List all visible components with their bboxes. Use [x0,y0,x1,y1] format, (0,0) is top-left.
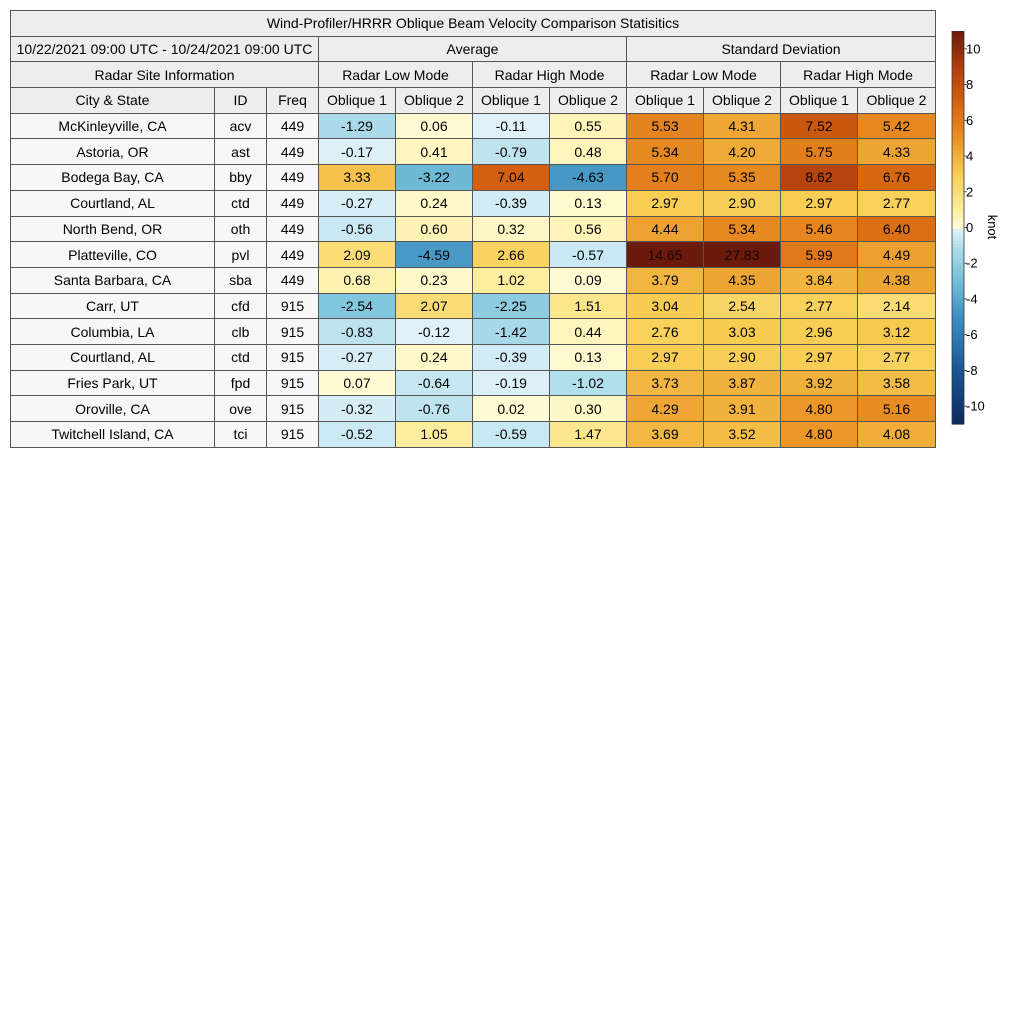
value-cell-std-low-oblique-2: 3.87 [704,370,781,396]
site-name-cell: Bodega Bay, CA [11,165,215,191]
value-cell-avg-high-oblique-1: -0.59 [473,422,550,448]
value-cell-avg-low-oblique-2: 0.23 [396,267,473,293]
value-cell-avg-high-oblique-1: 0.32 [473,216,550,242]
site-name-cell: Carr, UT [11,293,215,319]
site-id-cell: ove [215,396,267,422]
site-name-cell: Santa Barbara, CA [11,267,215,293]
value-cell-std-low-oblique-1: 3.69 [627,422,704,448]
group-std-header: Standard Deviation [627,36,936,62]
mode-header-std-high: Radar High Mode [781,62,936,88]
site-name-cell: North Bend, OR [11,216,215,242]
value-cell-avg-low-oblique-1: -0.17 [319,139,396,165]
mode-header-std-low: Radar Low Mode [627,62,781,88]
frequency-cell: 915 [267,396,319,422]
value-cell-std-high-oblique-2: 6.40 [858,216,936,242]
value-cell-std-low-oblique-2: 5.34 [704,216,781,242]
value-cell-avg-high-oblique-2: -0.57 [550,242,627,268]
value-cell-std-high-oblique-2: 2.77 [858,190,936,216]
value-cell-avg-low-oblique-1: 2.09 [319,242,396,268]
value-cell-avg-low-oblique-1: -0.27 [319,344,396,370]
value-cell-avg-high-oblique-2: 0.13 [550,344,627,370]
value-cell-std-high-oblique-1: 3.92 [781,370,858,396]
value-cell-std-high-oblique-2: 5.42 [858,113,936,139]
value-cell-avg-low-oblique-2: -4.59 [396,242,473,268]
frequency-cell: 915 [267,319,319,345]
value-cell-avg-low-oblique-2: -3.22 [396,165,473,191]
value-cell-std-high-oblique-2: 4.08 [858,422,936,448]
value-cell-std-low-oblique-2: 2.54 [704,293,781,319]
value-cell-std-high-oblique-2: 5.16 [858,396,936,422]
value-cell-std-low-oblique-2: 4.31 [704,113,781,139]
value-cell-avg-low-oblique-2: 0.24 [396,190,473,216]
value-cell-avg-low-oblique-1: -0.83 [319,319,396,345]
value-cell-avg-high-oblique-2: 0.30 [550,396,627,422]
value-cell-avg-high-oblique-1: -0.11 [473,113,550,139]
value-cell-avg-low-oblique-2: 0.06 [396,113,473,139]
value-cell-std-high-oblique-1: 4.80 [781,422,858,448]
colorbar-tick-label: 8 [966,77,974,93]
value-cell-avg-high-oblique-2: 0.48 [550,139,627,165]
value-cell-avg-high-oblique-1: -0.39 [473,190,550,216]
frequency-cell: 449 [267,190,319,216]
table-row [11,344,936,370]
value-cell-avg-high-oblique-2: 1.47 [550,422,627,448]
value-cell-avg-high-oblique-1: 7.04 [473,165,550,191]
frequency-cell: 915 [267,370,319,396]
value-cell-std-low-oblique-1: 5.34 [627,139,704,165]
value-cell-avg-low-oblique-1: -0.52 [319,422,396,448]
site-id-cell: bby [215,165,267,191]
table-row [11,293,936,319]
value-cell-std-low-oblique-1: 3.73 [627,370,704,396]
value-cell-std-low-oblique-1: 2.97 [627,190,704,216]
site-name-cell: Astoria, OR [11,139,215,165]
column-header-id: ID [215,88,267,114]
site-id-cell: ctd [215,190,267,216]
column-header-freq: Freq [267,88,319,114]
table-row [11,139,936,165]
time-period: 10/22/2021 09:00 UTC - 10/24/2021 09:00 UTC [11,36,319,62]
frequency-cell: 449 [267,216,319,242]
value-cell-avg-low-oblique-1: 0.07 [319,370,396,396]
value-cell-std-low-oblique-1: 2.76 [627,319,704,345]
frequency-cell: 449 [267,267,319,293]
value-cell-std-high-oblique-2: 4.49 [858,242,936,268]
column-header-std-low-oblique-2: Oblique 2 [704,88,781,114]
value-cell-avg-low-oblique-2: 0.24 [396,344,473,370]
table-row [11,216,936,242]
value-cell-avg-high-oblique-2: 1.51 [550,293,627,319]
table-row [11,396,936,422]
site-id-cell: oth [215,216,267,242]
group-average-header: Average [319,36,627,62]
value-cell-std-low-oblique-2: 4.35 [704,267,781,293]
site-id-cell: sba [215,267,267,293]
colorbar-label: knot [985,214,1000,240]
table-row [11,190,936,216]
value-cell-std-high-oblique-2: 4.38 [858,267,936,293]
site-id-cell: cfd [215,293,267,319]
value-cell-avg-high-oblique-1: -0.39 [473,344,550,370]
site-name-cell: Courtland, AL [11,344,215,370]
value-cell-std-high-oblique-1: 2.77 [781,293,858,319]
table-title: Wind-Profiler/HRRR Oblique Beam Velocity Comparison Statisitics [11,11,936,37]
value-cell-std-low-oblique-1: 4.44 [627,216,704,242]
value-cell-std-high-oblique-1: 5.46 [781,216,858,242]
value-cell-std-low-oblique-2: 5.35 [704,165,781,191]
value-cell-avg-high-oblique-1: 0.02 [473,396,550,422]
table-row [11,267,936,293]
value-cell-std-high-oblique-1: 2.97 [781,344,858,370]
column-header-avg-low-oblique-2: Oblique 2 [396,88,473,114]
value-cell-avg-high-oblique-1: 2.66 [473,242,550,268]
frequency-cell: 449 [267,139,319,165]
value-cell-std-low-oblique-1: 3.04 [627,293,704,319]
value-cell-avg-low-oblique-1: -1.29 [319,113,396,139]
frequency-cell: 449 [267,113,319,139]
site-name-cell: Fries Park, UT [11,370,215,396]
value-cell-std-high-oblique-1: 4.80 [781,396,858,422]
table-row [11,242,936,268]
colorbar-gradient [952,31,964,425]
frequency-cell: 915 [267,293,319,319]
frequency-cell: 915 [267,422,319,448]
column-header-avg-low-oblique-1: Oblique 1 [319,88,396,114]
value-cell-avg-high-oblique-2: 0.56 [550,216,627,242]
value-cell-avg-high-oblique-2: 0.44 [550,319,627,345]
site-id-cell: fpd [215,370,267,396]
value-cell-avg-low-oblique-2: -0.64 [396,370,473,396]
value-cell-avg-low-oblique-2: -0.12 [396,319,473,345]
value-cell-std-high-oblique-2: 3.12 [858,319,936,345]
frequency-cell: 449 [267,165,319,191]
value-cell-avg-low-oblique-1: -2.54 [319,293,396,319]
value-cell-std-low-oblique-2: 3.03 [704,319,781,345]
table-row [11,113,936,139]
table-row [11,370,936,396]
frequency-cell: 449 [267,242,319,268]
value-cell-std-high-oblique-1: 2.97 [781,190,858,216]
column-header-std-high-oblique-1: Oblique 1 [781,88,858,114]
colorbar [950,31,1010,431]
value-cell-avg-low-oblique-2: -0.76 [396,396,473,422]
value-cell-std-low-oblique-1: 5.70 [627,165,704,191]
value-cell-std-high-oblique-2: 3.58 [858,370,936,396]
stats-table [10,10,936,448]
column-header-avg-high-oblique-1: Oblique 1 [473,88,550,114]
colorbar-tick-label: 6 [966,112,974,128]
value-cell-avg-high-oblique-2: 0.55 [550,113,627,139]
column-header-city: City & State [11,88,215,114]
site-id-cell: ast [215,139,267,165]
site-id-cell: tci [215,422,267,448]
value-cell-avg-high-oblique-1: -0.19 [473,370,550,396]
value-cell-std-low-oblique-2: 3.52 [704,422,781,448]
value-cell-std-high-oblique-1: 3.84 [781,267,858,293]
value-cell-avg-low-oblique-2: 1.05 [396,422,473,448]
value-cell-std-high-oblique-1: 5.75 [781,139,858,165]
site-id-cell: ctd [215,344,267,370]
site-id-cell: clb [215,319,267,345]
value-cell-std-high-oblique-2: 2.77 [858,344,936,370]
value-cell-std-high-oblique-1: 5.99 [781,242,858,268]
value-cell-avg-high-oblique-1: -1.42 [473,319,550,345]
colorbar-tick-label: 0 [966,220,974,235]
value-cell-std-low-oblique-2: 3.91 [704,396,781,422]
colorbar-tick-label: -10 [966,398,985,414]
site-name-cell: McKinleyville, CA [11,113,215,139]
site-name-cell: Oroville, CA [11,396,215,422]
value-cell-avg-high-oblique-2: -4.63 [550,165,627,191]
mode-header-avg-high: Radar High Mode [473,62,627,88]
colorbar-tick-label: -8 [966,362,978,378]
site-name-cell: Twitchell Island, CA [11,422,215,448]
value-cell-std-low-oblique-1: 5.53 [627,113,704,139]
value-cell-avg-high-oblique-2: 0.13 [550,190,627,216]
value-cell-std-low-oblique-2: 2.90 [704,344,781,370]
site-name-cell: Platteville, CO [11,242,215,268]
value-cell-avg-high-oblique-1: -0.79 [473,139,550,165]
value-cell-avg-high-oblique-2: -1.02 [550,370,627,396]
value-cell-std-high-oblique-1: 8.62 [781,165,858,191]
value-cell-avg-high-oblique-1: -2.25 [473,293,550,319]
value-cell-std-low-oblique-2: 2.90 [704,190,781,216]
site-name-cell: Courtland, AL [11,190,215,216]
column-header-std-low-oblique-1: Oblique 1 [627,88,704,114]
frequency-cell: 915 [267,344,319,370]
site-name-cell: Columbia, LA [11,319,215,345]
value-cell-avg-low-oblique-2: 0.41 [396,139,473,165]
table-row [11,319,936,345]
value-cell-avg-low-oblique-2: 0.60 [396,216,473,242]
value-cell-std-high-oblique-2: 6.76 [858,165,936,191]
site-info-header: Radar Site Information [11,62,319,88]
value-cell-std-high-oblique-1: 2.96 [781,319,858,345]
site-id-cell: pvl [215,242,267,268]
colorbar-tick-label: -2 [966,255,978,271]
value-cell-std-low-oblique-2: 27.83 [704,242,781,268]
value-cell-std-high-oblique-1: 7.52 [781,113,858,139]
mode-header-avg-low: Radar Low Mode [319,62,473,88]
colorbar-tick-label: 4 [966,148,974,164]
column-header-avg-high-oblique-2: Oblique 2 [550,88,627,114]
colorbar-tick-label: 10 [966,41,981,57]
value-cell-avg-low-oblique-1: -0.32 [319,396,396,422]
colorbar-tick-label: 2 [966,184,974,200]
column-header-std-high-oblique-2: Oblique 2 [858,88,936,114]
value-cell-std-high-oblique-2: 2.14 [858,293,936,319]
colorbar-tick-label: -6 [966,327,978,343]
value-cell-avg-low-oblique-1: -0.27 [319,190,396,216]
value-cell-avg-high-oblique-2: 0.09 [550,267,627,293]
table-row [11,165,936,191]
value-cell-std-low-oblique-2: 4.20 [704,139,781,165]
colorbar-tick-label: -4 [966,291,978,307]
value-cell-std-high-oblique-2: 4.33 [858,139,936,165]
site-id-cell: acv [215,113,267,139]
value-cell-std-low-oblique-1: 14.65 [627,242,704,268]
value-cell-avg-high-oblique-1: 1.02 [473,267,550,293]
value-cell-avg-low-oblique-2: 2.07 [396,293,473,319]
value-cell-avg-low-oblique-1: -0.56 [319,216,396,242]
value-cell-std-low-oblique-1: 2.97 [627,344,704,370]
value-cell-std-low-oblique-1: 4.29 [627,396,704,422]
table-row [11,422,936,448]
value-cell-avg-low-oblique-1: 3.33 [319,165,396,191]
value-cell-avg-low-oblique-1: 0.68 [319,267,396,293]
colorbar-ticks [964,41,985,413]
value-cell-std-low-oblique-1: 3.79 [627,267,704,293]
